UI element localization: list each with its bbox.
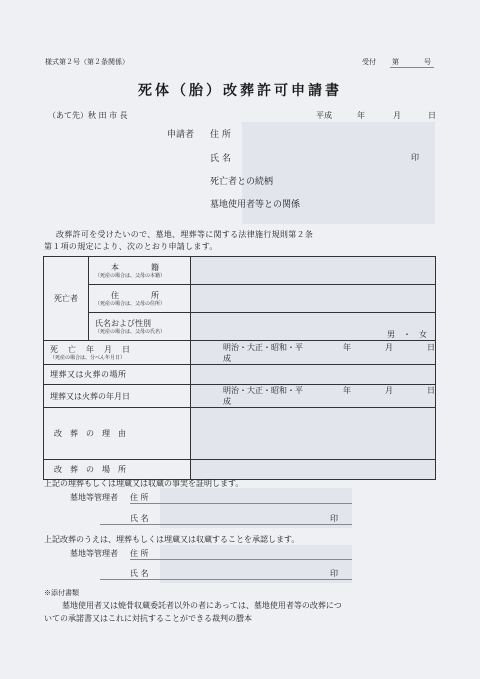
burial-place-input[interactable] <box>191 365 436 385</box>
death-date-label-cell <box>44 341 191 365</box>
certify1-input-area[interactable] <box>160 488 352 528</box>
application-table <box>43 256 436 480</box>
certify2-input-area[interactable] <box>160 545 352 583</box>
certify2-name-line <box>100 579 352 580</box>
certify2-seal: 印 <box>330 569 338 578</box>
shimei-label-cell <box>89 313 191 341</box>
certify2-name-label: 氏 名 <box>130 569 149 578</box>
honseki-label-cell <box>89 257 191 285</box>
deceased-label-cell <box>44 257 89 341</box>
certify2-address-line <box>130 559 352 560</box>
certify2-address-label: 住 所 <box>130 549 149 558</box>
burial-place-label: 埋葬又は火葬の場所 <box>50 370 127 379</box>
certify1-address-line <box>130 503 352 504</box>
jusho-label: 住 所 <box>111 291 159 300</box>
honseki-label: 本 籍 <box>111 263 159 272</box>
attachments-line-1: 墓地使用者又は焼骨収蔵委託者以外の者にあっては、墓地使用者等の改葬につ <box>62 601 342 610</box>
burial-date-label: 埋葬又は火葬の年月日 <box>50 391 130 401</box>
burial-month: 月 <box>385 386 393 395</box>
receipt-label: 受付 <box>362 58 376 66</box>
burial-era-options: 明治・大正・昭和・平成 <box>223 386 303 406</box>
burial-year: 年 <box>343 386 351 395</box>
reason-label-cell <box>44 408 191 460</box>
applicant-label: 申請者 <box>167 130 195 140</box>
relation-deceased-label: 死亡者との続柄 <box>210 177 274 187</box>
burial-place-label-cell <box>44 365 191 385</box>
reason-label: 改 葬 の 理 由 <box>54 429 126 438</box>
certify1-manager: 墓地等管理者 <box>70 493 118 502</box>
death-year: 年 <box>343 342 351 352</box>
addressee: （あて先）秋 田 市 長 <box>48 111 128 120</box>
death-era-options: 明治・大正・昭和・平成 <box>223 342 303 363</box>
applicant-seal: 印 <box>411 153 419 162</box>
reburial-place-input[interactable] <box>191 460 436 480</box>
jusho-input[interactable] <box>191 285 436 313</box>
date-day: 日 <box>428 111 436 120</box>
date-year: 年 <box>357 111 365 120</box>
death-date-note: （死産の場合は、分べん年月日） <box>50 355 126 361</box>
certify1-text: 上記の埋葬もしくは埋蔵又は収蔵の事実を証明します。 <box>44 479 244 488</box>
death-date-input[interactable] <box>191 341 436 365</box>
death-month: 月 <box>385 342 393 352</box>
certify1-name-line <box>100 524 352 525</box>
certify2-text: 上記改葬のうえは、埋葬もしくは埋蔵又は収蔵することを承認します。 <box>44 535 300 544</box>
sex-options: 男 ・ 女 <box>387 330 427 339</box>
deceased-label: 死亡者 <box>54 294 78 303</box>
burial-date-input[interactable] <box>191 385 436 408</box>
attachments-line-2: いての承諾書又はこれに対抗することができる裁判の謄本 <box>44 614 252 623</box>
death-day: 日 <box>427 342 435 352</box>
shimei-label: 氏名および性別 <box>95 319 151 328</box>
date-era: 平成 <box>316 111 332 120</box>
receipt-underline <box>390 67 434 68</box>
applicant-address-label: 住 所 <box>210 130 231 140</box>
receipt-go: 号 <box>424 58 431 66</box>
intro-line-2: 第１項の規定により、次のとおり申請します。 <box>44 242 218 251</box>
jusho-label-cell <box>89 285 191 313</box>
honseki-note: （死産の場合は、父母の本籍） <box>95 273 166 279</box>
shimei-input[interactable] <box>191 313 436 341</box>
receipt-dai: 第 <box>392 58 399 66</box>
honseki-input[interactable] <box>191 257 436 285</box>
certify1-address-label: 住 所 <box>130 493 149 502</box>
reburial-place-label: 改 葬 の 場 所 <box>54 465 126 474</box>
shimei-note: （死産の場合は、父母の氏名） <box>95 329 166 335</box>
page-title: 死体（胎）改葬許可申請書 <box>138 83 342 99</box>
jusho-note: （死産の場合は、父母の住所） <box>95 301 166 307</box>
reason-input[interactable] <box>191 408 436 460</box>
relation-grave-label: 墓地使用者等との関係 <box>210 200 301 210</box>
certify1-seal: 印 <box>330 514 338 523</box>
applicant-name-label: 氏 名 <box>210 154 231 164</box>
death-date-label: 死 亡 年 月 日 <box>50 345 131 354</box>
form-number: 様式第２号（第２条関係） <box>45 58 129 66</box>
certify2-manager: 墓地等管理者 <box>70 549 118 558</box>
burial-date-label-cell <box>44 385 191 408</box>
intro-line-1: 改葬許可を受けたいので、墓地、埋葬等に関する法律施行規則第２条 <box>56 230 314 239</box>
attachments-title: ※添付書類 <box>44 589 79 597</box>
date-month: 月 <box>393 111 401 120</box>
reburial-place-label-cell <box>44 460 191 480</box>
burial-day: 日 <box>427 386 435 395</box>
certify1-name-label: 氏 名 <box>130 514 149 523</box>
